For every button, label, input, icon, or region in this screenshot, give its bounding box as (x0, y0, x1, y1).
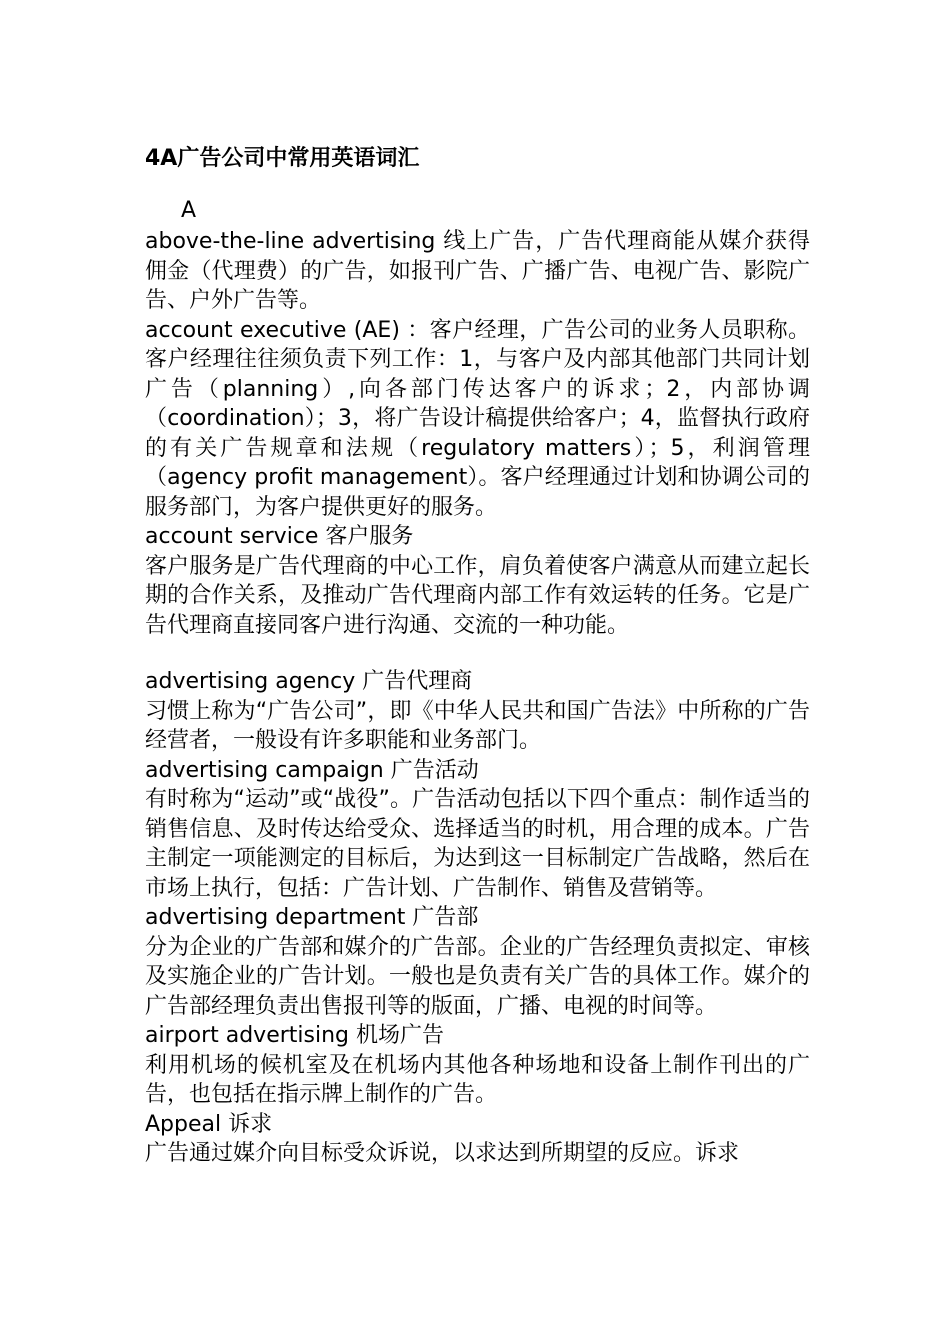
document-body (145, 144, 810, 1169)
term-advertising-campaign: advertising campaign 广告活动 (145, 757, 479, 783)
def-airport-advertising: 利用机场的候机室及在机场内其他各种场地和设备上制作刊出的广告，也包括在指示牌上制作的广告。 (145, 1052, 810, 1107)
def-advertising-agency: 习惯上称为“广告公司”，即《中华人民共和国广告法》中所称的广告经营者，一般设有许多职能和业务部门。 (145, 698, 810, 753)
term-airport-advertising: airport advertising 机场广告 (145, 1023, 444, 1048)
term-advertising-department: advertising department 广告部 (145, 905, 479, 930)
term-account-service: account service 客户服务 (145, 524, 414, 549)
term-advertising-agency: advertising agency 广告代理商 (145, 669, 473, 694)
blank-line (145, 640, 810, 667)
def-account-service: 客户服务是广告代理商的中心工作，肩负着使客户满意从而建立起长期的合作关系，及推动广告代理商内部工作有效运转的任务。它是广告代理商直接同客户进行沟通、交流的一种功能。 (145, 553, 810, 638)
section-letter: A (181, 198, 197, 223)
entry-above-the-line: above-the-line advertising 线上广告，广告代理商能从媒介获得佣金（代理费）的广告，如报刊广告、广播广告、电视广告、影院广告、户外广告等。 (145, 229, 810, 313)
def-advertising-campaign: 有时称为“运动”或“战役”。广告活动包括以下四个重点：制作适当的销售信息、及时传达给受众、选择适当的时机，用合理的成本。广告主制定一项能测定的目标后，为达到这一目标制定广告战略，然后在市场上执行，包括：广告计划、广告制作、销售及营销等。 (145, 787, 810, 901)
document-title: 4A广告公司中常用英语词汇 (145, 146, 420, 171)
term-appeal: Appeal 诉求 (145, 1111, 273, 1137)
def-appeal: 广告通过媒介向目标受众诉说，以求达到所期望的反应。诉求 (145, 1141, 740, 1166)
def-advertising-department: 分为企业的广告部和媒介的广告部。企业的广告经理负责拟定、审核及实施企业的广告计划。一般也是负责有关广告的具体工作。媒介的广告部经理负责出售报刊等的版面，广播、电视的时间等。 (145, 934, 810, 1019)
entry-account-executive: account executive (AE) ：客户经理，广告公司的业务人员职称。客户经理往往须负责下列工作：1，与客户及内部其他部门共同计划广告（planning）,向各部门传达客户的诉求；2，内部协调（coordination）；3，将广告设计稿提供给客户；4，监督执行政府的有关广告规章和法规（regulatory matters）；5，利润管理（agency profit management）。客户经理通过计划和协调公司的服务部门，为客户提供更好的服务。 (145, 317, 810, 520)
